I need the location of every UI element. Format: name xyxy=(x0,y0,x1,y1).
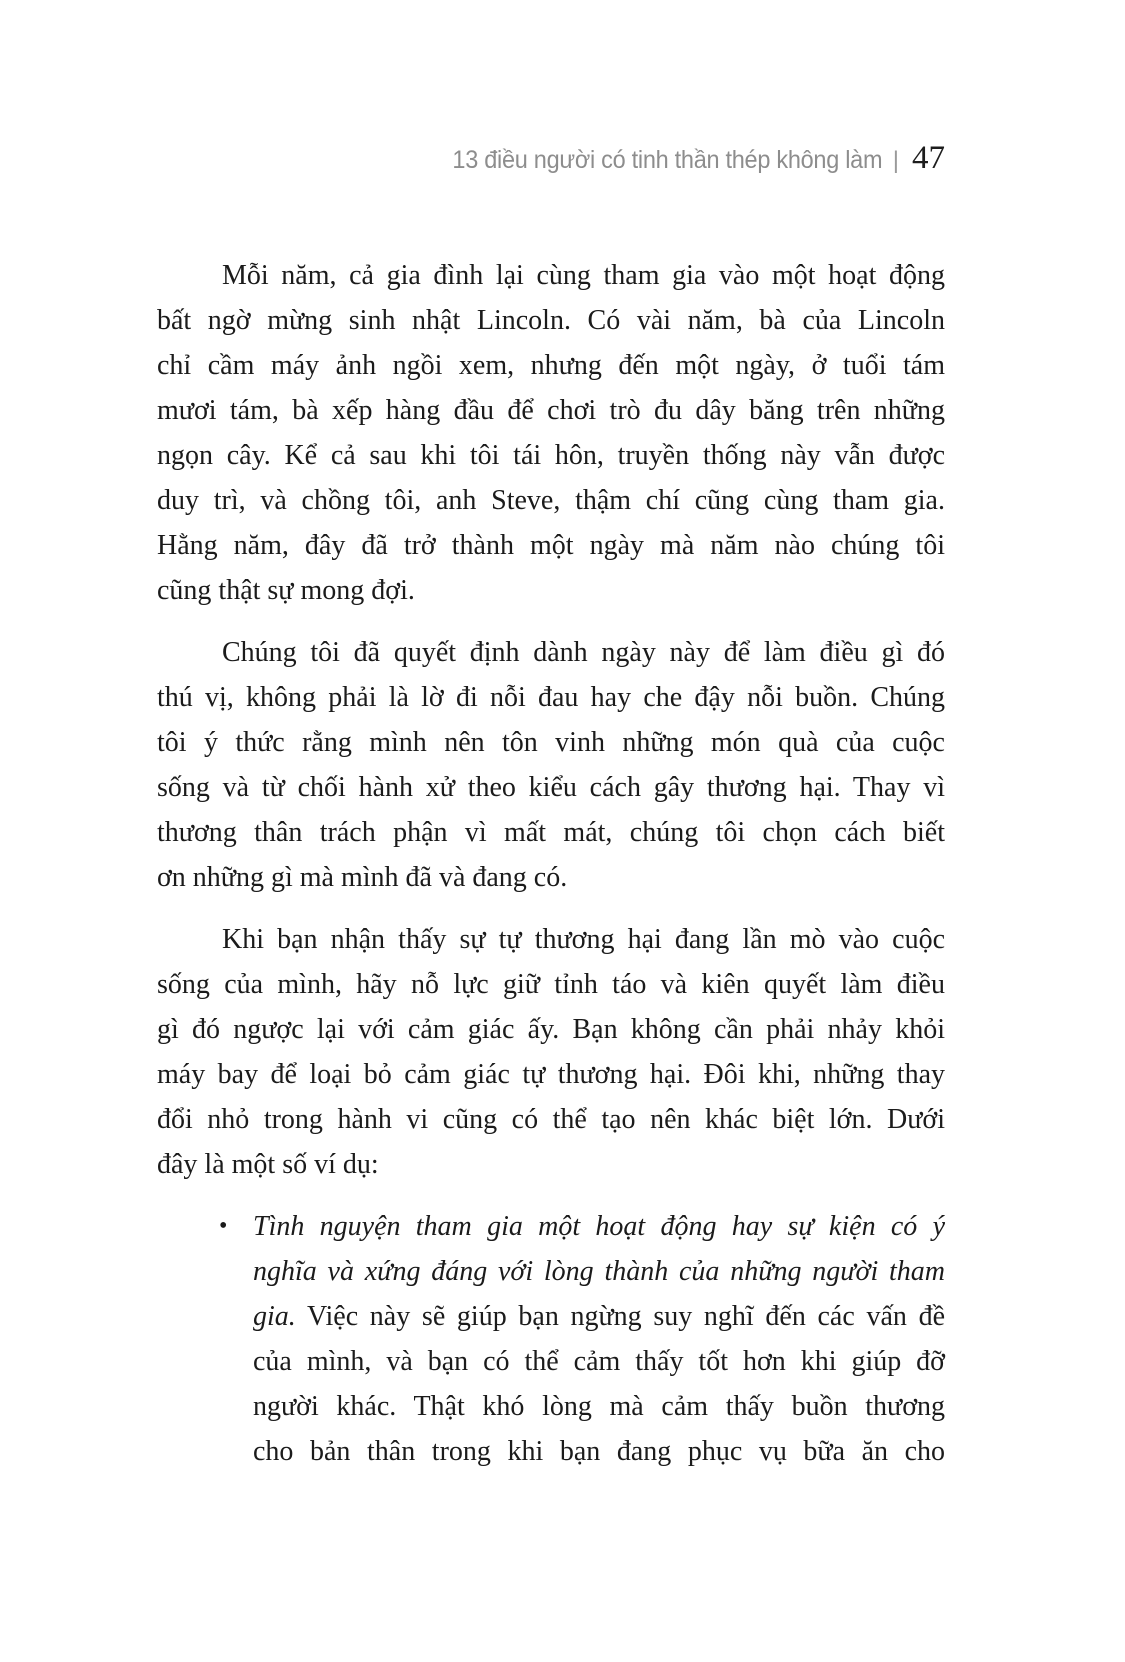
text-line: máy bay để loại bỏ cảm giác tự thương hại. Đôi khi, những thay xyxy=(157,1059,945,1090)
text-line: duy trì, và chồng tôi, anh Steve, thậm chí cũng cùng tham gia. xyxy=(157,485,945,516)
text-line: của mình, và bạn có thể cảm thấy tốt hơn khi giúp đỡ xyxy=(253,1346,945,1377)
text-line xyxy=(253,1294,945,1339)
text-line: sống của mình, hãy nỗ lực giữ tỉnh táo và kiên quyết làm điều xyxy=(157,969,945,1000)
text-line: nghĩa và xứng đáng với lòng thành của những người tham xyxy=(253,1256,945,1287)
text-line: chỉ cầm máy ảnh ngồi xem, nhưng đến một ngày, ở tuổi tám xyxy=(157,350,945,381)
regular-text-segment: Việc này sẽ giúp bạn ngừng suy nghĩ đến các vấn đề xyxy=(295,1301,945,1332)
paragraph-1 xyxy=(157,253,945,613)
text-line: sống và từ chối hành xử theo kiểu cách gây thương hại. Thay vì xyxy=(157,772,945,803)
text-line: bất ngờ mừng sinh nhật Lincoln. Có vài năm, bà của Lincoln xyxy=(157,305,945,336)
text-line: cũng thật sự mong đợi. xyxy=(157,575,415,606)
page-content xyxy=(157,253,945,1474)
page-number: 47 xyxy=(912,140,945,176)
text-line: đây là một số ví dụ: xyxy=(157,1149,379,1180)
text-line: mươi tám, bà xếp hàng đầu để chơi trò đu dây băng trên những xyxy=(157,395,945,426)
text-line: Chúng tôi đã quyết định dành ngày này để làm điều gì đó xyxy=(222,637,945,668)
text-line: Hằng năm, đây đã trở thành một ngày mà năm nào chúng tôi xyxy=(157,530,945,561)
text-line: gì đó ngược lại với cảm giác ấy. Bạn không cần phải nhảy khỏi xyxy=(157,1014,945,1045)
italic-text-segment: gia. xyxy=(253,1301,296,1332)
text-line: Mỗi năm, cả gia đình lại cùng tham gia vào một hoạt động xyxy=(222,260,945,291)
bullet-item xyxy=(219,1204,945,1474)
bullet-icon: • xyxy=(219,1213,228,1239)
page-header xyxy=(425,140,946,177)
text-line: cho bản thân trong khi bạn đang phục vụ bữa ăn cho xyxy=(253,1436,945,1467)
header-separator: | xyxy=(892,147,899,174)
text-line: Khi bạn nhận thấy sự tự thương hại đang lần mò vào cuộc xyxy=(222,924,945,955)
text-line: ngọn cây. Kể cả sau khi tôi tái hôn, truyền thống này vẫn được xyxy=(157,440,945,471)
paragraph-2 xyxy=(157,630,945,900)
running-title: 13 điều người có tinh thần thép không làm xyxy=(451,146,882,174)
text-line: người khác. Thật khó lòng mà cảm thấy buồn thương xyxy=(253,1391,945,1422)
text-line: tôi ý thức rằng mình nên tôn vinh những món quà của cuộc xyxy=(157,727,945,758)
text-line: Tình nguyện tham gia một hoạt động hay sự kiện có ý xyxy=(253,1211,945,1242)
text-line: thú vị, không phải là lờ đi nỗi đau hay che đậy nỗi buồn. Chúng xyxy=(157,682,945,713)
text-line: ơn những gì mà mình đã và đang có. xyxy=(157,862,568,893)
paragraph-3 xyxy=(157,917,945,1187)
text-line: thương thân trách phận vì mất mát, chúng tôi chọn cách biết xyxy=(157,817,945,848)
text-line: đổi nhỏ trong hành vi cũng có thể tạo nên khác biệt lớn. Dưới xyxy=(157,1104,945,1135)
